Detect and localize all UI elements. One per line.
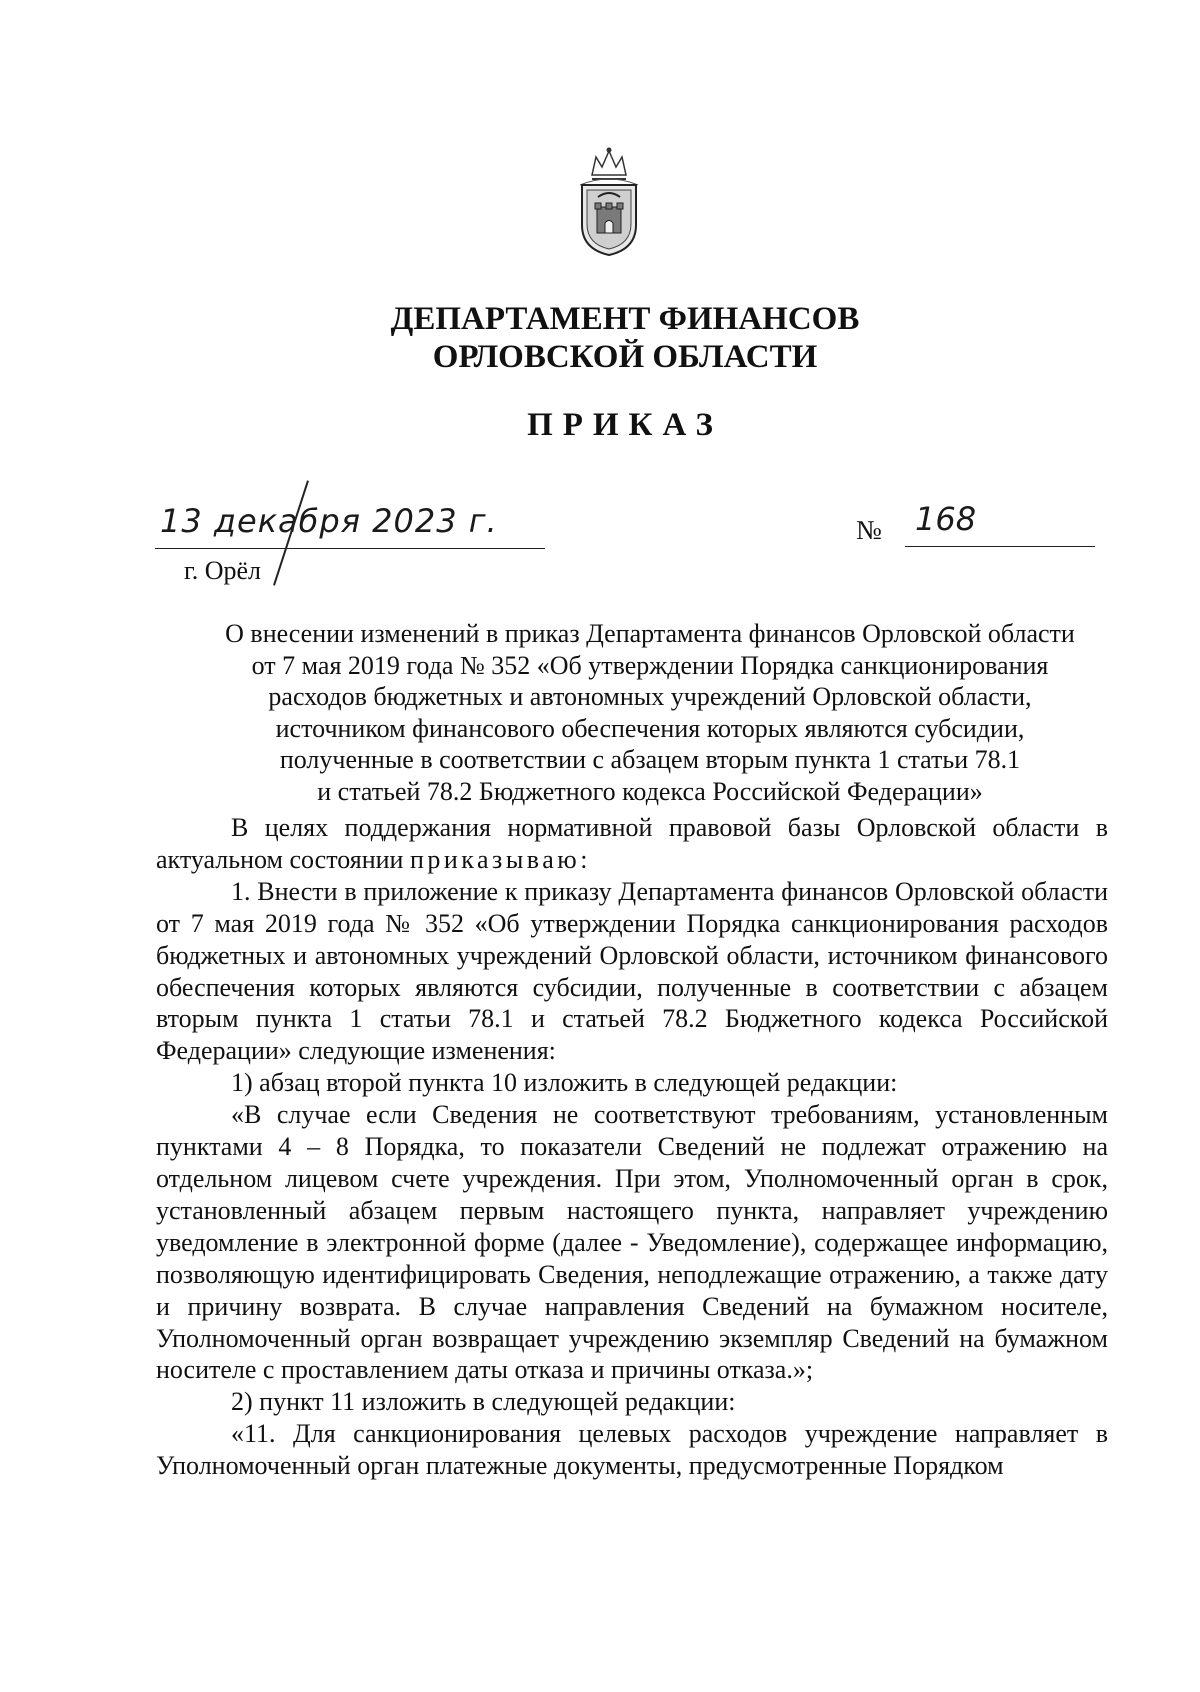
subject-line: от 7 мая 2019 года № 352 «Об утверждении Порядка санкционирования bbox=[251, 650, 1049, 680]
department-name-line1: ДЕПАРТАМЕНТ ФИНАНСОВ bbox=[390, 301, 860, 337]
preamble-colon: : bbox=[580, 844, 588, 874]
quoted-amendment-paragraph: «В случае если Сведения не соответствуют требованиям, установленным пунктами 4 – 8 Порядка, то показатели Сведений не подлежат отражению на отдельном лицевом счете учреждения. При этом, Уполномоченный орган в срок, установленный абзацем первым настоящего пункта, направляет учреждению уведомление в электронной форме (далее - Уведомление), содержащее информацию, позволяющую идентифицировать Сведения, неподлежащие отражению, а также дату и причину возврата. В случае направления Сведений на бумажном носителе, Уполномоченный орган возвращает учреждению экземпляр Сведений на бумажном носителе с проставлением даты отказа и причины отказа.»; bbox=[156, 1100, 1108, 1385]
department-name-line2: ОРЛОВСКОЙ ОБЛАСТИ bbox=[432, 339, 818, 375]
date-underline bbox=[155, 548, 545, 549]
handwritten-date: 13 декабря 2023 г. bbox=[160, 502, 498, 540]
document-type-title: ПРИКАЗ bbox=[527, 407, 723, 443]
quoted-point-11-paragraph: «11. Для санкционирования целевых расходов учреждение направляет в Уполномоченный орган платежные документы, предусмотренные Порядком bbox=[156, 1419, 1108, 1481]
order-number-label: № bbox=[856, 515, 882, 545]
order-subject bbox=[150, 618, 1150, 808]
preamble-paragraph bbox=[156, 812, 1108, 876]
subject-line: О внесении изменений в приказ Департамента финансов Орловской области bbox=[225, 619, 1075, 648]
subclause-1-paragraph: 1) абзац второй пункта 10 изложить в следующей редакции: bbox=[231, 1068, 898, 1098]
order-verb: приказываю bbox=[409, 844, 581, 874]
subject-line: расходов бюджетных и автономных учреждений Орловской области, bbox=[268, 682, 1032, 712]
clause-1-paragraph: 1. Внести в приложение к приказу Департамента финансов Орловской области от 7 мая 2019 года № 352 «Об утверждении Порядка санкционирования расходов бюджетных и автономных учреждений Орловской области, источником финансового обеспечения которых являются субсидии, полученные в соответствии с абзацем вторым пункта 1 статьи 78.1 и статьей 78.2 Бюджетного кодекса Российской Федерации» следующие изменения: bbox=[156, 876, 1108, 1066]
subject-line: источником финансового обеспечения которых являются субсидии, bbox=[275, 713, 1025, 743]
order-body bbox=[156, 812, 1108, 1482]
number-underline bbox=[905, 546, 1095, 547]
preamble-text: В целях поддержания нормативной правовой базы Орловской области в актуальном состоянии bbox=[156, 813, 1108, 874]
subclause-2-paragraph: 2) пункт 11 изложить в следующей редакции: bbox=[231, 1387, 736, 1417]
oryol-region-coat-of-arms-icon bbox=[570, 145, 648, 257]
handwritten-order-number: 168 bbox=[915, 500, 977, 538]
subject-line: полученные в соответствии с абзацем вторым пункта 1 статьи 78.1 bbox=[279, 745, 1021, 775]
city-of-issue: г. Орёл bbox=[184, 556, 262, 585]
subject-line: и статьей 78.2 Бюджетного кодекса Российской Федерации» bbox=[317, 776, 983, 806]
